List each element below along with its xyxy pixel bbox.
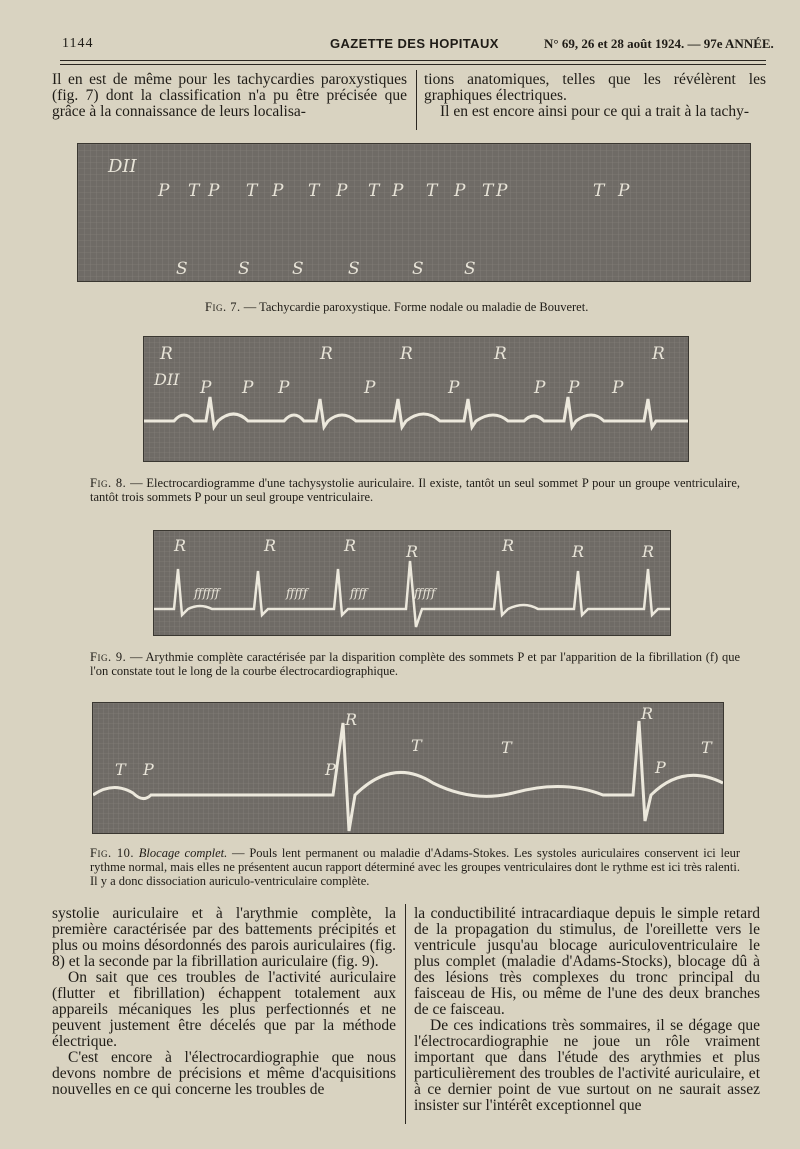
fig7-wave-label: T: [482, 181, 494, 201]
fig10-t-label: T: [411, 736, 422, 755]
fig7-wave-label: P: [158, 181, 170, 201]
page-number: 1144: [62, 36, 94, 51]
fig7-caption-label: Fig. 7.: [205, 300, 241, 314]
fig7-wave-label: P: [618, 181, 630, 201]
issue-info: N° 69, 26 et 28 août 1924. — 97e ANNÉE.: [544, 36, 774, 51]
page-header: [62, 36, 774, 56]
intro-left-paragraph: Il en est de même pour les tachycardies paroxystiques (fig. 7) dont la classification n'a pu être précisée que grâce à la connaissance de leurs localisa-: [52, 71, 407, 120]
fig9-f-label: fffff: [286, 586, 308, 600]
fig10-caption-text: — Pouls lent permanent ou maladie d'Adams-Stokes. Les systoles auriculaires conservent ici leur rythme normal, mais elles ne présentent aucun rapport déterminé avec les groupes ventriculaires dont le rythme est ici très ralenti. Il y a donc dissociation auriculo-ventriculaire complète.: [90, 846, 740, 888]
column-separator: [416, 70, 417, 130]
fig10-t-label: T: [115, 760, 126, 779]
fig9-r-label: R: [406, 542, 419, 561]
fig7-wave-label: P: [272, 181, 284, 201]
body-left-paragraph-2: On sait que ces troubles de l'activité auriculaire (flutter et fibrillation) échappent totalement aux appareils mécaniques les plus perfectionnés et ne peuvent justement être décelés que par la méthode électrique.: [52, 969, 396, 1050]
fig8-p-label: P: [568, 378, 580, 398]
fig10-p-label: P: [143, 760, 154, 779]
figure-9-caption: [90, 650, 740, 678]
fig10-r-label: R: [641, 704, 654, 723]
body-left-column: [52, 906, 396, 1098]
fig7-wave-label: P: [208, 181, 220, 201]
figure-7-ecg: [77, 143, 751, 282]
body-right-paragraph-2: De ces indications très sommaires, il se dégage que l'électrocardiographie ne joue un rôle vraiment important que dans l'étude des arythmies et plus particulièrement des troubles de l'activité auriculaire, et à ce dernier point de vue surtout on ne saurait assez insister sur l'intérêt exceptionnel que: [414, 1017, 760, 1114]
header-rule: [60, 60, 766, 61]
fig7-wave-label: P: [496, 181, 508, 201]
fig9-r-label: R: [572, 542, 585, 561]
fig9-r-label: R: [642, 542, 655, 561]
journal-title: GAZETTE DES HOPITAUX: [330, 36, 499, 51]
fig9-r-label: R: [264, 536, 277, 555]
body-right-column: [414, 906, 760, 1114]
fig8-p-label: P: [448, 378, 460, 398]
fig7-caption-text: — Tachycardie paroxystique. Forme nodale ou maladie de Bouveret.: [243, 300, 589, 314]
fig7-wave-label: P: [392, 181, 404, 201]
fig8-p-label: P: [534, 378, 546, 398]
fig7-s-label: S: [238, 259, 250, 279]
body-right-paragraph-1: la conductibilité intracardiaque depuis le simple retard de la propagation du stimulus, de l'oreillette vers le ventricule jusqu'au blocage auriculoventriculaire le plus complet (maladie d'Adams-Stocks), blocage dû à des lésions très complexes du tronc principal du faisceau de His, ou même de l'une des deux branches de ce faisceau.: [414, 905, 760, 1018]
fig8-r-label: R: [400, 344, 413, 364]
fig7-s-label: S: [412, 259, 424, 279]
fig10-p-label: P: [325, 760, 336, 779]
header-rule-2: [60, 64, 766, 65]
fig7-wave-label: T: [308, 181, 320, 201]
fig8-p-label: P: [242, 378, 254, 398]
figure-7-caption: [205, 300, 685, 314]
body-column-separator: [405, 904, 406, 1124]
fig9-r-label: R: [502, 536, 515, 555]
fig10-caption-title: Blocage complet.: [138, 846, 228, 860]
fig8-caption-label: Fig. 8.: [90, 476, 127, 490]
fig8-p-label: P: [200, 378, 212, 398]
fig9-f-label: ffff: [350, 586, 368, 600]
fig7-s-label: S: [292, 259, 304, 279]
fig9-f-label: ffffff: [194, 586, 220, 600]
fig10-t-label: T: [501, 738, 512, 757]
fig7-wave-label: T: [368, 181, 380, 201]
intro-right-paragraph-1: tions anatomiques, telles que les révélèrent les graphiques électriques.: [424, 71, 766, 104]
body-left-paragraph-1: systolie auriculaire et à l'arythmie complète, la première caractérisée par des battements précipités et plus ou moins désordonnés des parois auriculaires (fig. 8) et la seconde par la fibrillation auriculaire (fig. 9).: [52, 905, 396, 970]
fig8-p-label: P: [278, 378, 290, 398]
figure-10-caption: [90, 846, 740, 888]
figure-10-ecg: [92, 702, 724, 834]
fig10-caption-label: Fig. 10.: [90, 846, 134, 860]
figure-8-caption: [90, 476, 740, 504]
fig7-s-label: S: [176, 259, 188, 279]
fig9-caption-label: Fig. 9.: [90, 650, 127, 664]
fig8-lead-label: DII: [154, 370, 180, 389]
fig9-f-label: fffff: [414, 586, 436, 600]
figure-8-ecg: [143, 336, 689, 462]
figure-9-ecg: [153, 530, 671, 636]
fig8-r-label: R: [320, 344, 333, 364]
fig7-wave-label: T: [426, 181, 438, 201]
fig8-caption-text: — Electrocardiogramme d'une tachysystolie auriculaire. Il existe, tantôt un seul sommet P pour un groupe ventriculaire, tantôt trois sommets P pour un seul groupe ventriculaire.: [90, 476, 740, 504]
fig10-t-label: T: [701, 738, 712, 757]
fig7-lead-label: DII: [108, 156, 137, 177]
fig7-wave-label: T: [593, 181, 605, 201]
fig7-wave-label: T: [246, 181, 258, 201]
fig7-wave-label: T: [188, 181, 200, 201]
fig7-wave-label: P: [336, 181, 348, 201]
fig9-r-label: R: [174, 536, 187, 555]
fig7-wave-label: P: [454, 181, 466, 201]
fig8-p-label: P: [612, 378, 624, 398]
body-left-paragraph-3: C'est encore à l'électrocardiographie que nous devons nombre de précisions et même d'acquisitions nouvelles en ce qui concerne les troubles de: [52, 1049, 396, 1098]
intro-right-paragraph-2: Il en est encore ainsi pour ce qui a trait à la tachy-: [440, 103, 750, 120]
fig8-r-label: R: [494, 344, 507, 364]
fig9-caption-text: — Arythmie complète caractérisée par la disparition complète des sommets P et par l'apparition de la fibrillation (f) que l'on constate tout le long de la courbe électrocardiographique.: [90, 650, 740, 678]
fig8-p-label: P: [364, 378, 376, 398]
fig7-s-label: S: [464, 259, 476, 279]
fig9-r-label: R: [344, 536, 357, 555]
intro-left-column: [52, 72, 407, 120]
fig7-s-label: S: [348, 259, 360, 279]
intro-right-column: [424, 72, 766, 120]
fig8-r-label: R: [652, 344, 665, 364]
fig10-p-label: P: [655, 758, 666, 777]
fig10-r-label: R: [345, 710, 358, 729]
fig8-r-label: R: [160, 344, 173, 364]
